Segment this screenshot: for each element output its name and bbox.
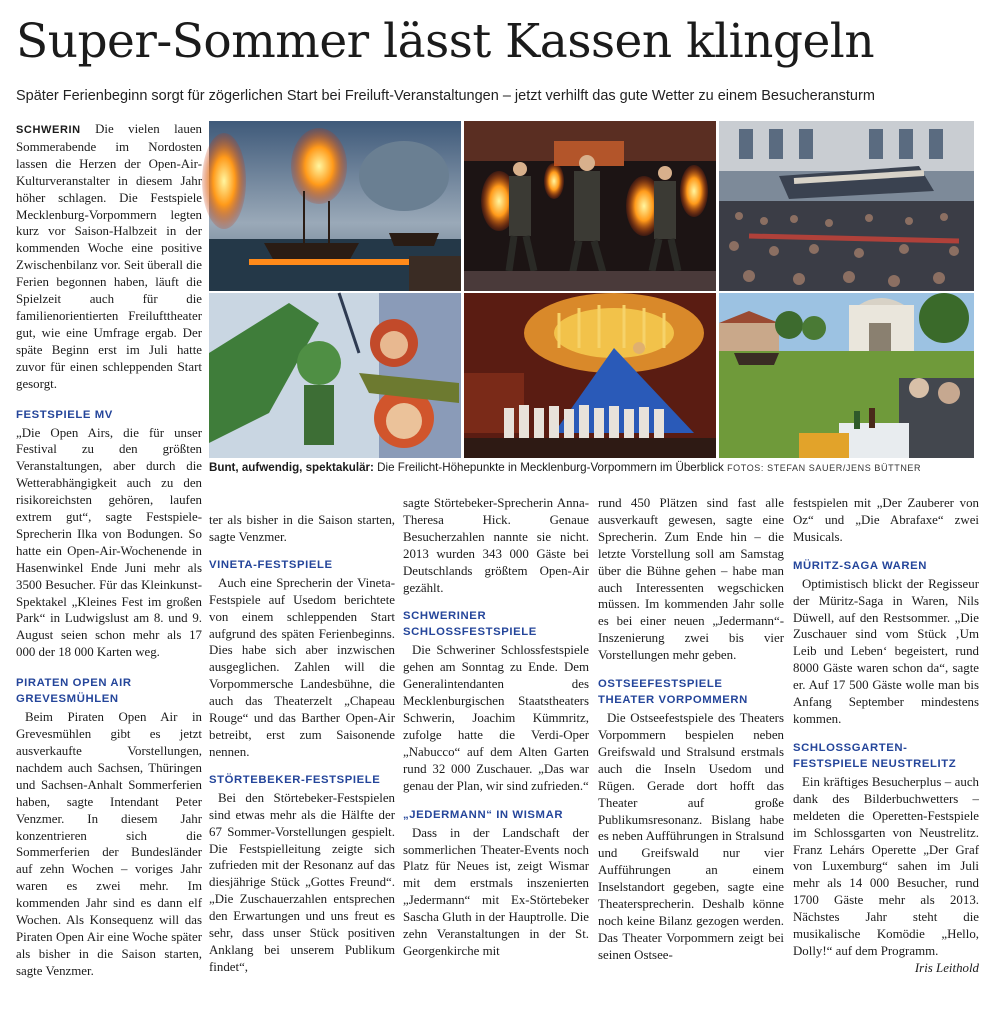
photo-puppet-figures — [209, 293, 461, 458]
column-4 — [598, 495, 784, 964]
ostsee-heading-line1: OSTSEEFESTSPIELE — [598, 678, 723, 691]
vineta-text: Auch eine Sprecherin der Vineta-Festspiele auf Usedom berichtete von einem schleppenden Start aufgrund des späten Ferienbeginns. Dies habe sich aber inzwischen ausgeglichen. Zahlen will die Vorpommersche Landesbühne, die auch das Theaterzelt „Chapeau Rouge“ und das Barther Open-Air betreibt, erst zum Saisonende nennen. — [209, 575, 395, 759]
section-heading-stoertebeker: STÖRTEBEKER-FESTSPIELE — [209, 773, 381, 786]
photo-caption — [209, 460, 979, 476]
ostsee-text-1: Die Ostseefestspiele des Theaters Vorpommern bespielen neben Greifswald und Stralsund erstmals auch die Inseln Usedom und Rügen. Gerade dort hofft das Theater auf große Publikumsresonanz. Bislang habe es neben Aufführungen in Stralsund und Greifswald nur vier Aufführungen an einem Inselstandort gegeben, sagte eine Theatersprecherin. Deshalb könne noch keine Bilanz gezogen werden. Das Theater Vorpommern zeigt bei seinen Ostsee- — [598, 711, 784, 962]
section-heading-schlossgarten — [793, 740, 979, 772]
column-5 — [793, 495, 979, 977]
section-heading-piraten — [16, 675, 202, 707]
caption-lead: Bunt, aufwendig, spektakulär: — [209, 461, 374, 474]
photo-concert-audience — [719, 121, 974, 291]
schlossgarten-heading-line2: FESTSPIELE NEUSTRELITZ — [793, 757, 957, 770]
section-heading-festspiele-mv: FESTSPIELE MV — [16, 408, 113, 421]
photo-grid — [209, 121, 974, 458]
jedermann-text-2: rund 450 Plätzen sind fast alle ausverkauft gewesen, sagte eine Sprecherin. Zum Ende hin – die letzte Vorstellung soll am Samstag über die Bühne gehen – habe man auch Interessenten wegschicken müssen. Im kommenden Jahr solle es bei einer neuen „Jedermann“-Inszenierung zwei bis vier Vorstellungen mehr geben. — [598, 496, 784, 663]
section-heading-jedermann: „JEDERMANN“ IN WISMAR — [403, 808, 564, 821]
festspiele-mv-text: „Die Open Airs, die für unser Festival zu den größten Veranstaltungen, aber durch die Wetterabhängigkeit auch zu den risikoreichsten gehören, laufen extrem gut“, sagte Festspiele-Sprecherin Ilka von Bodungen. So hatte ein Open-Air-Wochenende in Hasenwinkel Ende Juni mehr als 3500 Besucher. Für das Kleinkunst-Spektakel „Kleines Fest im großen Park“ in Ludwigslust am 8. und 9. August seien schon mehr als 17 000 der 18 000 Karten weg. — [16, 425, 202, 660]
column-1 — [16, 121, 202, 978]
subhead: Später Ferienbeginn sorgt für zögerlichen Start bei Freiluft-Veranstaltungen – jetzt verhilft das gute Wetter zu einem Besucheransturm — [16, 88, 875, 104]
piraten-continued: ter als bisher in die Saison starten, sagte Venzmer. — [209, 513, 395, 544]
stoertebeker-text-2: sagte Störtebeker-Sprecherin Anna-Theresa Hick. Genaue Besucherzahlen nannte sie nicht. 2013 wurden 343 000 Gäste bei Deutschlands größtem Open-Air gezählt. — [403, 496, 589, 595]
section-heading-vineta: VINETA-FESTSPIELE — [209, 558, 333, 571]
section-heading-mueritz: MÜRITZ-SAGA WAREN — [793, 559, 928, 572]
piraten-heading-line1: PIRATEN OPEN AIR — [16, 677, 132, 690]
photo-castle-garden — [719, 293, 974, 458]
ostsee-heading-line2: THEATER VORPOMMERN — [598, 694, 748, 707]
schlossgarten-body: Ein kräftiges Besucherplus – auch dank des Bilderbuchwetters – meldeten die Operetten-Festspiele im Schlossgarten von Neustrelitz. Franz Lehárs Operette „Der Graf von Luxemburg“ sahen im Juli mehr als 14 000 Besucher, rund 1700 Gäste mehr als 2013. Nächstes Jahr steht die musikalische Komödie „Hello, Dolly!“ auf dem Programm. — [793, 774, 979, 958]
piraten-heading-line2: GREVESMÜHLEN — [16, 693, 119, 706]
photo-fire-performers — [464, 121, 716, 291]
ostsee-text-2: festspielen mit „Der Zauberer von Oz“ und „Die Abrafaxe“ zwei Musicals. — [793, 496, 979, 544]
schlossgarten-text — [793, 774, 979, 975]
author-byline: Iris Leithold — [914, 960, 979, 975]
piraten-text: Beim Piraten Open Air in Grevesmühlen gibt es jetzt ausverkaufte Vorstellungen, nachdem auch Sachsen, Thüringen und Sachsen-Anhalt Sommerferien haben, sagte Intendant Peter Venzmer. In diesem Jahr konzentrieren sich die Sommerferien der Bundesländer auf zehn Wochen – voriges Jahr waren es zwei mehr. Im kommenden Jahr sind es dann elf Wochen. Als Konsequenz will das Piraten Open Air eine Woche später als bisher in die Saison starten, sagte Venzmer. — [16, 710, 202, 978]
column-2 — [209, 512, 395, 976]
dateline: SCHWERIN — [16, 124, 81, 136]
section-heading-schlossfestspiele — [403, 608, 589, 640]
mueritz-text: Optimistisch blickt der Regisseur der Müritz-Saga in Waren, Nils Düwell, auf den Restsommer. „Die Zuschauer sind vom Stück ‚Um Leib und Leben‘ begeistert, rund 8000 Gäste waren schon da“, sagte er. Auf 17 500 Gäste wolle man bis Anfang September mindestens kommen. — [793, 576, 979, 726]
intro-text: Die vielen lauen Sommerabende im Nordosten lassen die Herzen der Open-Air-Kulturveranstalter in diesem Jahr höher schlagen. Die Festspiele Mecklenburg-Vorpommern legten kurz vor Saison-Halbzeit in der kommenden Woche eine positive Zwischenbilanz vor. Seit überall die Ferien begonnen haben, läuft die Spielzeit auch für die familienorientierten Freilufttheater gut, wie eine Umfrage ergab. Der späte Beginn erst im Juli hatte zuvor für einen schleppenden Start gesorgt. — [16, 122, 202, 391]
section-heading-ostsee — [598, 676, 784, 708]
schlossgarten-heading-line1: SCHLOSSGARTEN- — [793, 741, 908, 754]
schlossfestspiele-text: Die Schweriner Schlossfestspiele gehen am Sonntag zu Ende. Dem Generalintendanten des Mecklenburgischen Staatstheaters Schwerin, Joachim Kümmritz, zufolge hatte die Verdi-Oper „Nabucco“ auf dem Alten Garten rund 32 000 Zuschauer. „Das war genau der Plan, wir sind zufrieden.“ — [403, 643, 589, 793]
headline: Super-Sommer lässt Kassen klingeln — [16, 14, 875, 69]
schlossfestspiele-heading-line1: SCHWERINER — [403, 610, 487, 623]
photo-opera-stage — [464, 293, 716, 458]
schlossfestspiele-heading-line2: SCHLOSSFESTSPIELE — [403, 626, 537, 639]
photo-pirate-ship-fire — [209, 121, 461, 291]
jedermann-text-1: Dass in der Landschaft der sommerlichen Theater-Events noch Platz für Neues ist, zeigt Wismar mit dem erstmals inszenierten „Jedermann“ mit Ex-Störtebeker Sascha Gluth in der Hauptrolle. Die zehn Veranstaltungen in der St. Georgenkirche mit — [403, 825, 589, 958]
photo-credit: FOTOS: STEFAN SAUER/JENS BÜTTNER — [727, 463, 922, 473]
intro-paragraph — [16, 121, 202, 393]
column-3 — [403, 495, 589, 960]
caption-text: Die Freilicht-Höhepunkte in Mecklenburg-Vorpommern im Überblick — [377, 461, 724, 474]
stoertebeker-text-1: Bei den Störtebeker-Festspielen sind etwas mehr als die Hälfte der 67 Sommer-Vorstellungen gespielt. Die Festspielleitung zeigte sich zufrieden mit der Resonanz auf das diesjährige Stück „Gottes Freund“. „Die Zuschauerzahlen entsprechen den Erwartungen und uns freut es sehr, dass unser Stück positiven Anklang bei unserem Publikum findet“, — [209, 790, 395, 974]
